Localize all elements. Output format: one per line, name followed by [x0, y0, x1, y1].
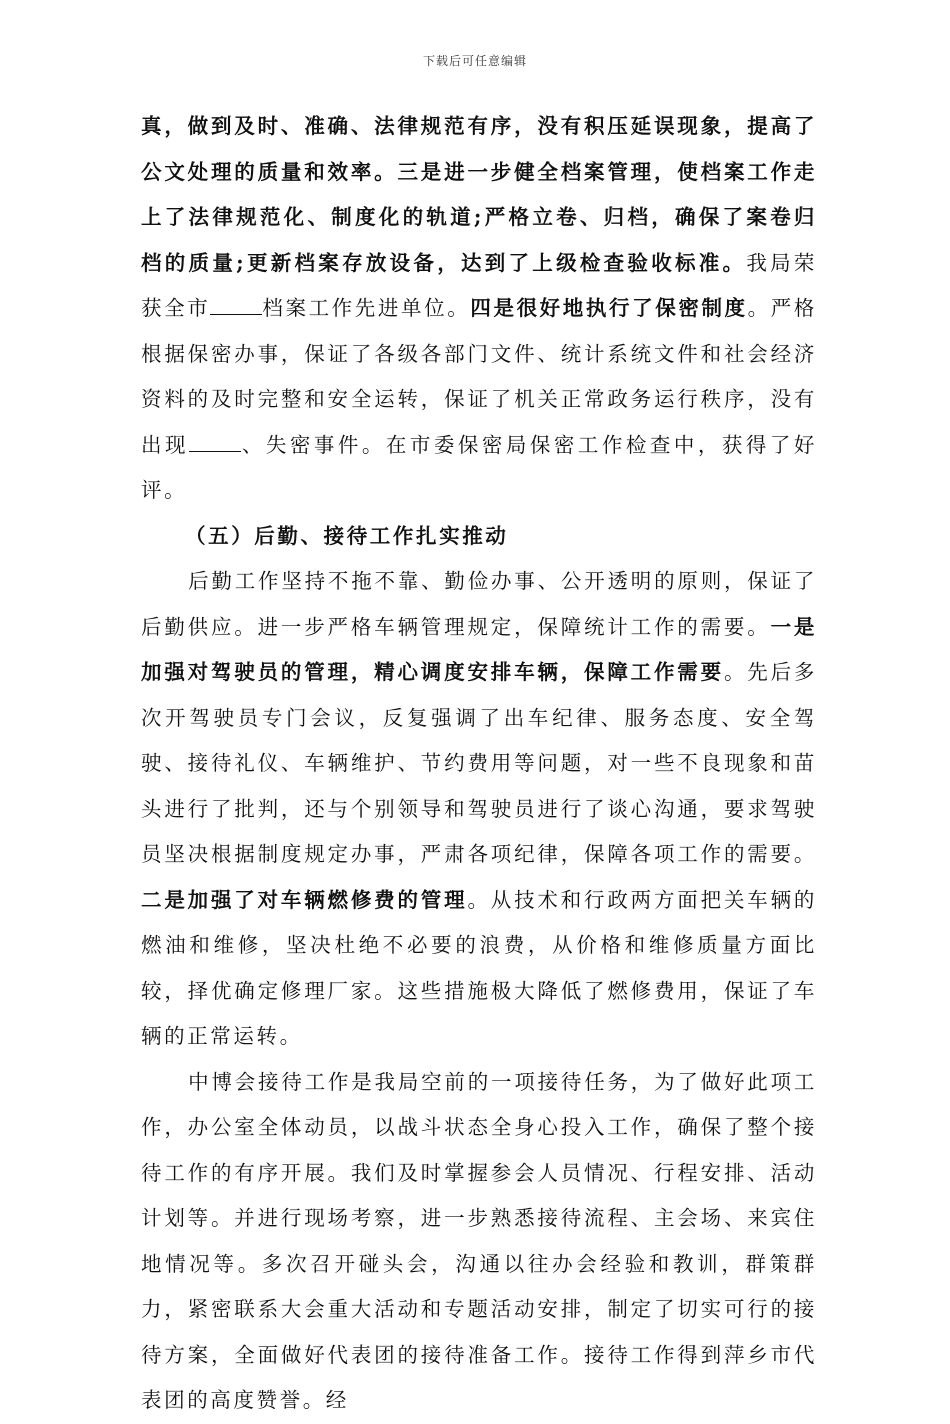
blank-line: [210, 296, 262, 315]
paragraph-reception: 中博会接待工作是我局空前的一项接待任务，为了做好此项工作，办公室全体动员，以战斗状态全身心投入工作，确保了整个接待工作的有序开展。我们及时掌握参会人员情况、行程安排、活动计划等。并进行现场考察，进一步熟悉接待流程、主会场、来宾住地情况等。多次召开碰头会，沟通以往办会经验和教训，群策群力，紧密联系大会重大活动和专题活动安排，制定了切实可行的接待方案，全面做好代表团的接待准备工作。接待工作得到萍乡市代表团的高度赞誉。经: [141, 1069, 817, 1412]
normal-text: 档案工作先进单位。: [262, 296, 471, 320]
normal-text: 后勤工作坚持不拖不靠、勤俭办事、公开透明的原则，保证了后勤供应。进一步严格车辆管理规定，保障统计工作的需要。: [141, 569, 817, 639]
normal-text: 我局荣获全市: [141, 250, 817, 320]
section-heading-5: （五）后勤、接待工作扎实推动: [185, 523, 509, 548]
bold-text-archive: 真，做到及时、准确、法律规范有序，没有积压延误现象，提高了公文处理的质量和效率。三是进一步健全档案管理，使档案工作走上了法律规范化、制度化的轨道;严格立卷、归档，确保了案卷归档的质量;更新档案存放设备，达到了上级检查验收标准。: [141, 114, 817, 275]
normal-text: 。从技术和行政两方面把关车辆的燃油和维修，坚决杜绝不必要的浪费，从价格和维修质量方面比较，择优确定修理厂家。这些措施极大降低了燃修费用，保证了车辆的正常运转。: [141, 887, 817, 1048]
blank-line: [189, 433, 241, 452]
document-body: [141, 104, 817, 1424]
paragraph-archive-secrecy: [141, 104, 817, 514]
bold-text-drivers: 一是加强对驾驶员的管理，精心调度安排车辆，保障工作需要: [141, 614, 817, 684]
page-header-note: 下载后可任意编辑: [422, 54, 527, 68]
paragraph-logistics: [141, 559, 817, 1060]
normal-text: 。先后多次开驾驶员专门会议，反复强调了出车纪律、服务态度、安全驾驶、接待礼仪、车辆维护、节约费用等问题，对一些不良现象和苗头进行了批判，还与个别领导和驾驶员进行了谈心沟通，要求驾驶员坚决根据制度规定办事，严肃各项纪律，保障各项工作的需要。: [141, 660, 818, 866]
bold-text-secrecy: 四是很好地执行了保密制度: [470, 296, 748, 320]
normal-text: 。严格根据保密办事，保证了各级各部门文件、统计系统文件和社会经济资料的及时完整和安全运转，保证了机关正常政务运行秩序，没有出现: [141, 296, 817, 457]
bold-text-fuel: 二是加强了对车辆燃修费的管理: [141, 887, 468, 912]
normal-text: 、失密事件。在市委保密局保密工作检查中，获得了好评。: [141, 432, 817, 502]
